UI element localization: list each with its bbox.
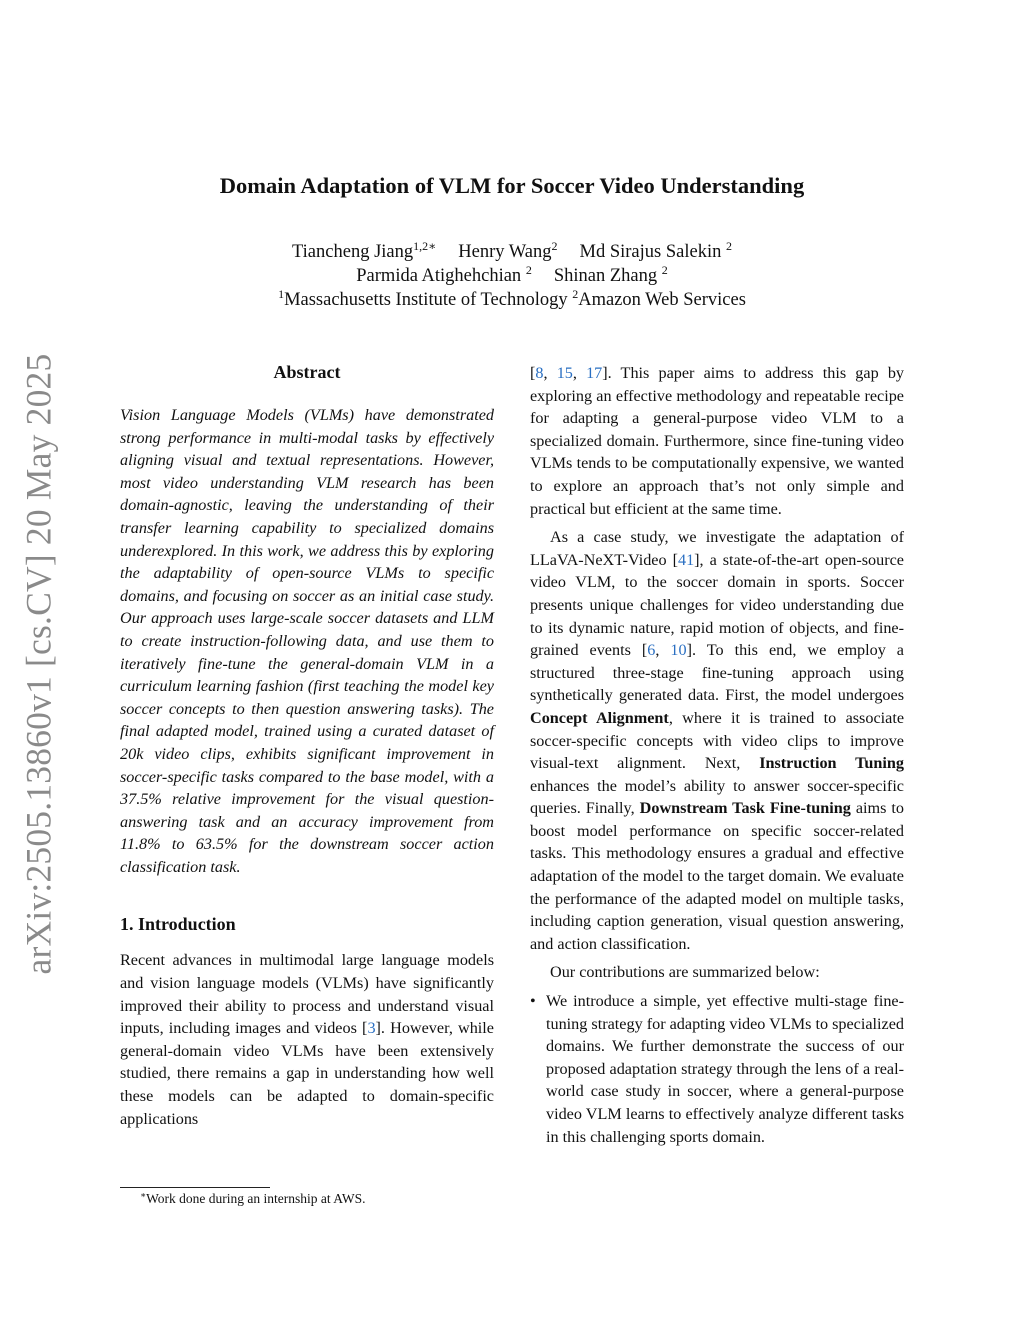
text-run: Recent advances in multimodal large language models and vision language models (VLMs) have significantly improved their ability to process and understand visual inputs, including images and videos [ <box>120 951 494 1038</box>
affiliation-line <box>0 288 1024 312</box>
stage-downstream-fine-tuning: Downstream Task Fine-tuning <box>639 799 851 818</box>
citation-link[interactable]: 17 <box>586 364 603 382</box>
arxiv-identifier: arXiv:2505.13860v1 [cs.CV] 20 May 2025 <box>18 353 58 975</box>
author-affiliation-mark: 2 <box>661 263 668 277</box>
text-run: ]. This paper aims to address this gap by exploring an effective methodology and repeatable recipe for adapting a general-purpose video VLM to a specialized domain. Furthermore, since fine-tuning video VLMs tends to be computationally expensive, we wanted to explore an approach that’s not only simple and practical but efficient at the same time. <box>530 364 905 518</box>
author-name: Md Sirajus Salekin <box>579 242 726 262</box>
right-column <box>530 362 904 1148</box>
text-run: , where it is trained to associate soccer-specific concepts with video clips to improve visual-text alignment. Next, <box>530 708 905 773</box>
citation-link[interactable]: 41 <box>677 550 695 569</box>
citation-link[interactable]: 6 <box>647 641 656 660</box>
text-run: , <box>543 364 557 382</box>
author-affiliation-mark: 2 <box>725 239 732 253</box>
text-run: , <box>572 364 587 382</box>
footnote-mark: ∗ <box>140 1190 147 1200</box>
case-study-paragraph <box>530 526 904 955</box>
contributions-lead: Our contributions are summarized below: <box>550 963 820 982</box>
left-column <box>120 362 494 1130</box>
text-run: [ <box>530 364 536 382</box>
arxiv-side-stamp <box>8 353 68 975</box>
author-name: Henry Wang <box>458 242 552 262</box>
author-block <box>0 240 1024 312</box>
author-name: Parmida Atighehchian <box>356 266 526 286</box>
citation-link[interactable]: 8 <box>535 364 544 382</box>
list-item-text: We introduce a simple, yet effective multi-stage fine-tuning strategy for adapting video VLMs to specialized domains. We further demonstrate the success of our proposed adaptation strategy through the lens of a real-world case study in soccer, where a general-purpose video VLM learns to effectively analyze different tasks in this challenging sports domain. <box>546 992 904 1146</box>
text-run: ]. To this end, we employ a structured three-stage fine-tuning approach using synthetically generated data. First, the model undergoes <box>530 641 904 705</box>
author-affiliation-mark: 2 <box>551 239 558 253</box>
affiliation-mark: 2 <box>572 287 579 301</box>
citation-link[interactable]: 10 <box>670 641 687 660</box>
affiliation-name: Amazon Web Services <box>578 290 746 310</box>
author-name: Shinan Zhang <box>553 266 662 286</box>
author-line-1 <box>0 240 1024 264</box>
author-affiliation-mark: 1,2∗ <box>413 239 437 253</box>
text-run: , <box>655 641 671 660</box>
abstract-heading: Abstract <box>273 362 341 382</box>
list-item <box>530 990 904 1148</box>
citation-link[interactable]: 3 <box>367 1019 376 1038</box>
text-run: ]. However, while general-domain video VLMs have been extensively studied, there remains a gap in understanding how well these models can be adapted to domain-specific applications <box>120 1019 494 1128</box>
text-run: aims to boost model performance on specific soccer-related tasks. This methodology ensures a gradual and effective adaptation of the model to the target domain. We evaluate the performance of the adapted model on multiple tasks, including caption generation, visual question answering, and action classification. <box>530 799 904 953</box>
text-run: enhances the model’s ability to answer soccer-specific queries. Finally, <box>530 776 904 818</box>
stage-concept-alignment: Concept Alignment <box>530 708 669 727</box>
footnote-divider <box>120 1187 270 1188</box>
text-run: As a case study, we investigate the adaptation of LLaVA-NeXT-Video [ <box>530 528 904 569</box>
intro-paragraph-continued <box>530 362 904 520</box>
affiliation-mark: 1 <box>278 287 285 301</box>
author-line-2 <box>0 264 1024 288</box>
abstract-text: Vision Language Models (VLMs) have demonstrated strong performance in multi-modal tasks by effectively aligning visual and textual representations. However, most video understanding VLM research has been domain-agnostic, leaving the understanding of their transfer learning capability to specialized domains underexplored. In this work, we address this by exploring the adaptability of open-source VLMs to specific domains, and focusing on soccer as an initial case study. Our approach uses large-scale soccer datasets and LLM to create instruction-following data, and use them to iteratively fine-tune the general-domain VLM in a curriculum learning fashion (first teaching the model key soccer concepts to then question answering tasks). The final adapted model, trained using a curated dataset of 20k video clips, exhibits significant improvement in soccer-specific tasks compared to the base model, with a 37.5% relative improvement for the visual question-answering task and an accuracy improvement from 11.8% to 63.5% for the downstream soccer action classification task. <box>120 406 494 876</box>
paper-title: Domain Adaptation of VLM for Soccer Video Understanding <box>219 173 805 198</box>
author-affiliation-mark: 2 <box>525 263 532 277</box>
footnote-text: Work done during an internship at AWS. <box>146 1191 366 1206</box>
citation-link[interactable]: 15 <box>556 364 573 382</box>
text-run: ], a state-of-the-art open-source video VLM, to the soccer domain in sports. Soccer presents unique challenges for video understanding due to its dynamic nature, rapid motion of objects, and fine-grained events [ <box>530 550 904 660</box>
contributions-list <box>530 990 904 1148</box>
intro-paragraph <box>120 949 494 1130</box>
affiliation-name: Massachusetts Institute of Technology <box>284 290 573 310</box>
stage-instruction-tuning: Instruction Tuning <box>759 754 905 773</box>
introduction-heading: 1. Introduction <box>120 914 236 935</box>
footnote <box>140 1191 366 1207</box>
author-name: Tiancheng Jiang <box>292 242 414 262</box>
bullet-icon: • <box>530 992 536 1011</box>
